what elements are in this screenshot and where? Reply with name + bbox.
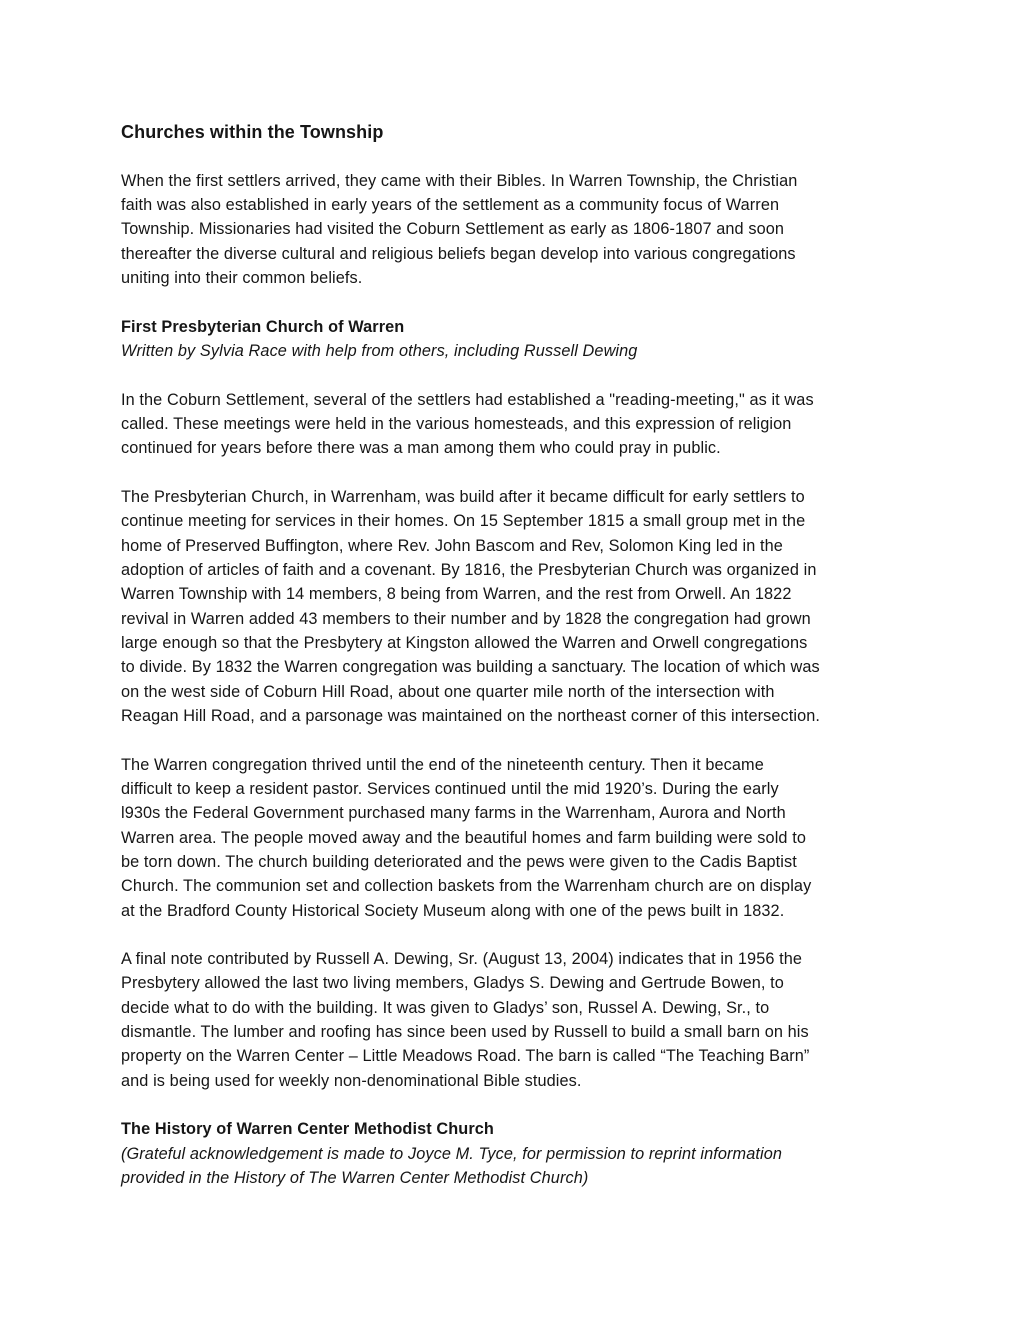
section-byline: provided in the History of The Warren Center Methodist Church) (121, 1169, 589, 1188)
text-line: large enough so that the Presbytery at Kingston allowed the Warren and Orwell congregations (121, 633, 808, 652)
text-line: to divide. By 1832 the Warren congregation was building a sanctuary. The location of which was (121, 658, 820, 677)
text-line: on the west side of Coburn Hill Road, about one quarter mile north of the intersection with (121, 682, 775, 701)
text-line: revival in Warren added 43 members to their number and by 1828 the congregation had grown (121, 609, 811, 628)
text-line: Township. Missionaries had visited the Coburn Settlement as early as 1806-1807 and soon (121, 220, 785, 239)
text-line: called. These meetings were held in the various homesteads, and this expression of religion (121, 414, 792, 433)
text-line: continue meeting for services in their homes. On 15 September 1815 a small group met in the (121, 512, 806, 531)
text-line: Warren area. The people moved away and the beautiful homes and farm building were sold to (121, 828, 806, 847)
text-line: Reagan Hill Road, and a parsonage was maintained on the northeast corner of this intersection. (121, 706, 821, 725)
section-header-presbyterian (121, 315, 920, 364)
text-line: In the Coburn Settlement, several of the settlers had established a "reading-meeting," as it was (121, 390, 814, 409)
text-line: thereafter the diverse cultural and religious beliefs began develop into various congregations (121, 244, 796, 263)
text-line: faith was also established in early years of the settlement as a community focus of Warren (121, 195, 780, 214)
text-line: continued for years before there was a man among them who could pray in public. (121, 439, 721, 458)
text-line: The Presbyterian Church, in Warrenham, was build after it became difficult for early settlers to (121, 487, 805, 506)
section-byline: Written by Sylvia Race with help from others, including Russell Dewing (121, 341, 638, 360)
text-line: uniting into their common beliefs. (121, 268, 363, 287)
section-heading: The History of Warren Center Methodist Church (121, 1120, 494, 1139)
text-line: Church. The communion set and collection baskets from the Warrenham church are on display (121, 877, 812, 896)
text-line: property on the Warren Center – Little Meadows Road. The barn is called “The Teaching Barn” (121, 1047, 810, 1066)
paragraph-church-history (121, 485, 920, 728)
text-line: home of Preserved Buffington, where Rev. John Bascom and Rev, Solomon King led in the (121, 536, 783, 555)
text-line: A final note contributed by Russell A. Dewing, Sr. (August 13, 2004) indicates that in 1956 the (121, 950, 803, 969)
text-line: The Warren congregation thrived until the end of the nineteenth century. Then it became (121, 755, 764, 774)
text-line: Presbytery allowed the last two living members, Gladys S. Dewing and Gertrude Bowen, to (121, 974, 784, 993)
text-line: at the Bradford County Historical Society Museum along with one of the pews built in 1832. (121, 901, 785, 920)
text-line: be torn down. The church building deteriorated and the pews were given to the Cadis Baptist (121, 852, 797, 871)
section-heading: First Presbyterian Church of Warren (121, 317, 405, 336)
paragraph-congregation-decline (121, 753, 920, 923)
section-byline: (Grateful acknowledgement is made to Joyce M. Tyce, for permission to reprint information (121, 1144, 783, 1163)
document-title (121, 120, 920, 144)
section-header-methodist (121, 1117, 920, 1190)
text-line: and is being used for weekly non-denominational Bible studies. (121, 1071, 582, 1090)
text-line: adoption of articles of faith and a covenant. By 1816, the Presbyterian Church was organized in (121, 560, 817, 579)
text-line: difficult to keep a resident pastor. Services continued until the mid 1920’s. During the early (121, 779, 779, 798)
text-line: l930s the Federal Government purchased many farms in the Warrenham, Aurora and North (121, 804, 786, 823)
paragraph-final-note (121, 947, 920, 1093)
text-line: Warren Township with 14 members, 8 being from Warren, and the rest from Orwell. An 1822 (121, 585, 792, 604)
paragraph-reading-meeting (121, 388, 920, 461)
paragraph-intro (121, 169, 920, 291)
text-line: dismantle. The lumber and roofing has since been used by Russell to build a small barn on his (121, 1023, 809, 1042)
text-line: When the first settlers arrived, they came with their Bibles. In Warren Township, the Christian (121, 171, 798, 190)
title-text: Churches within the Township (121, 122, 384, 142)
text-line: decide what to do with the building. It was given to Gladys’ son, Russel A. Dewing, Sr., to (121, 998, 770, 1017)
